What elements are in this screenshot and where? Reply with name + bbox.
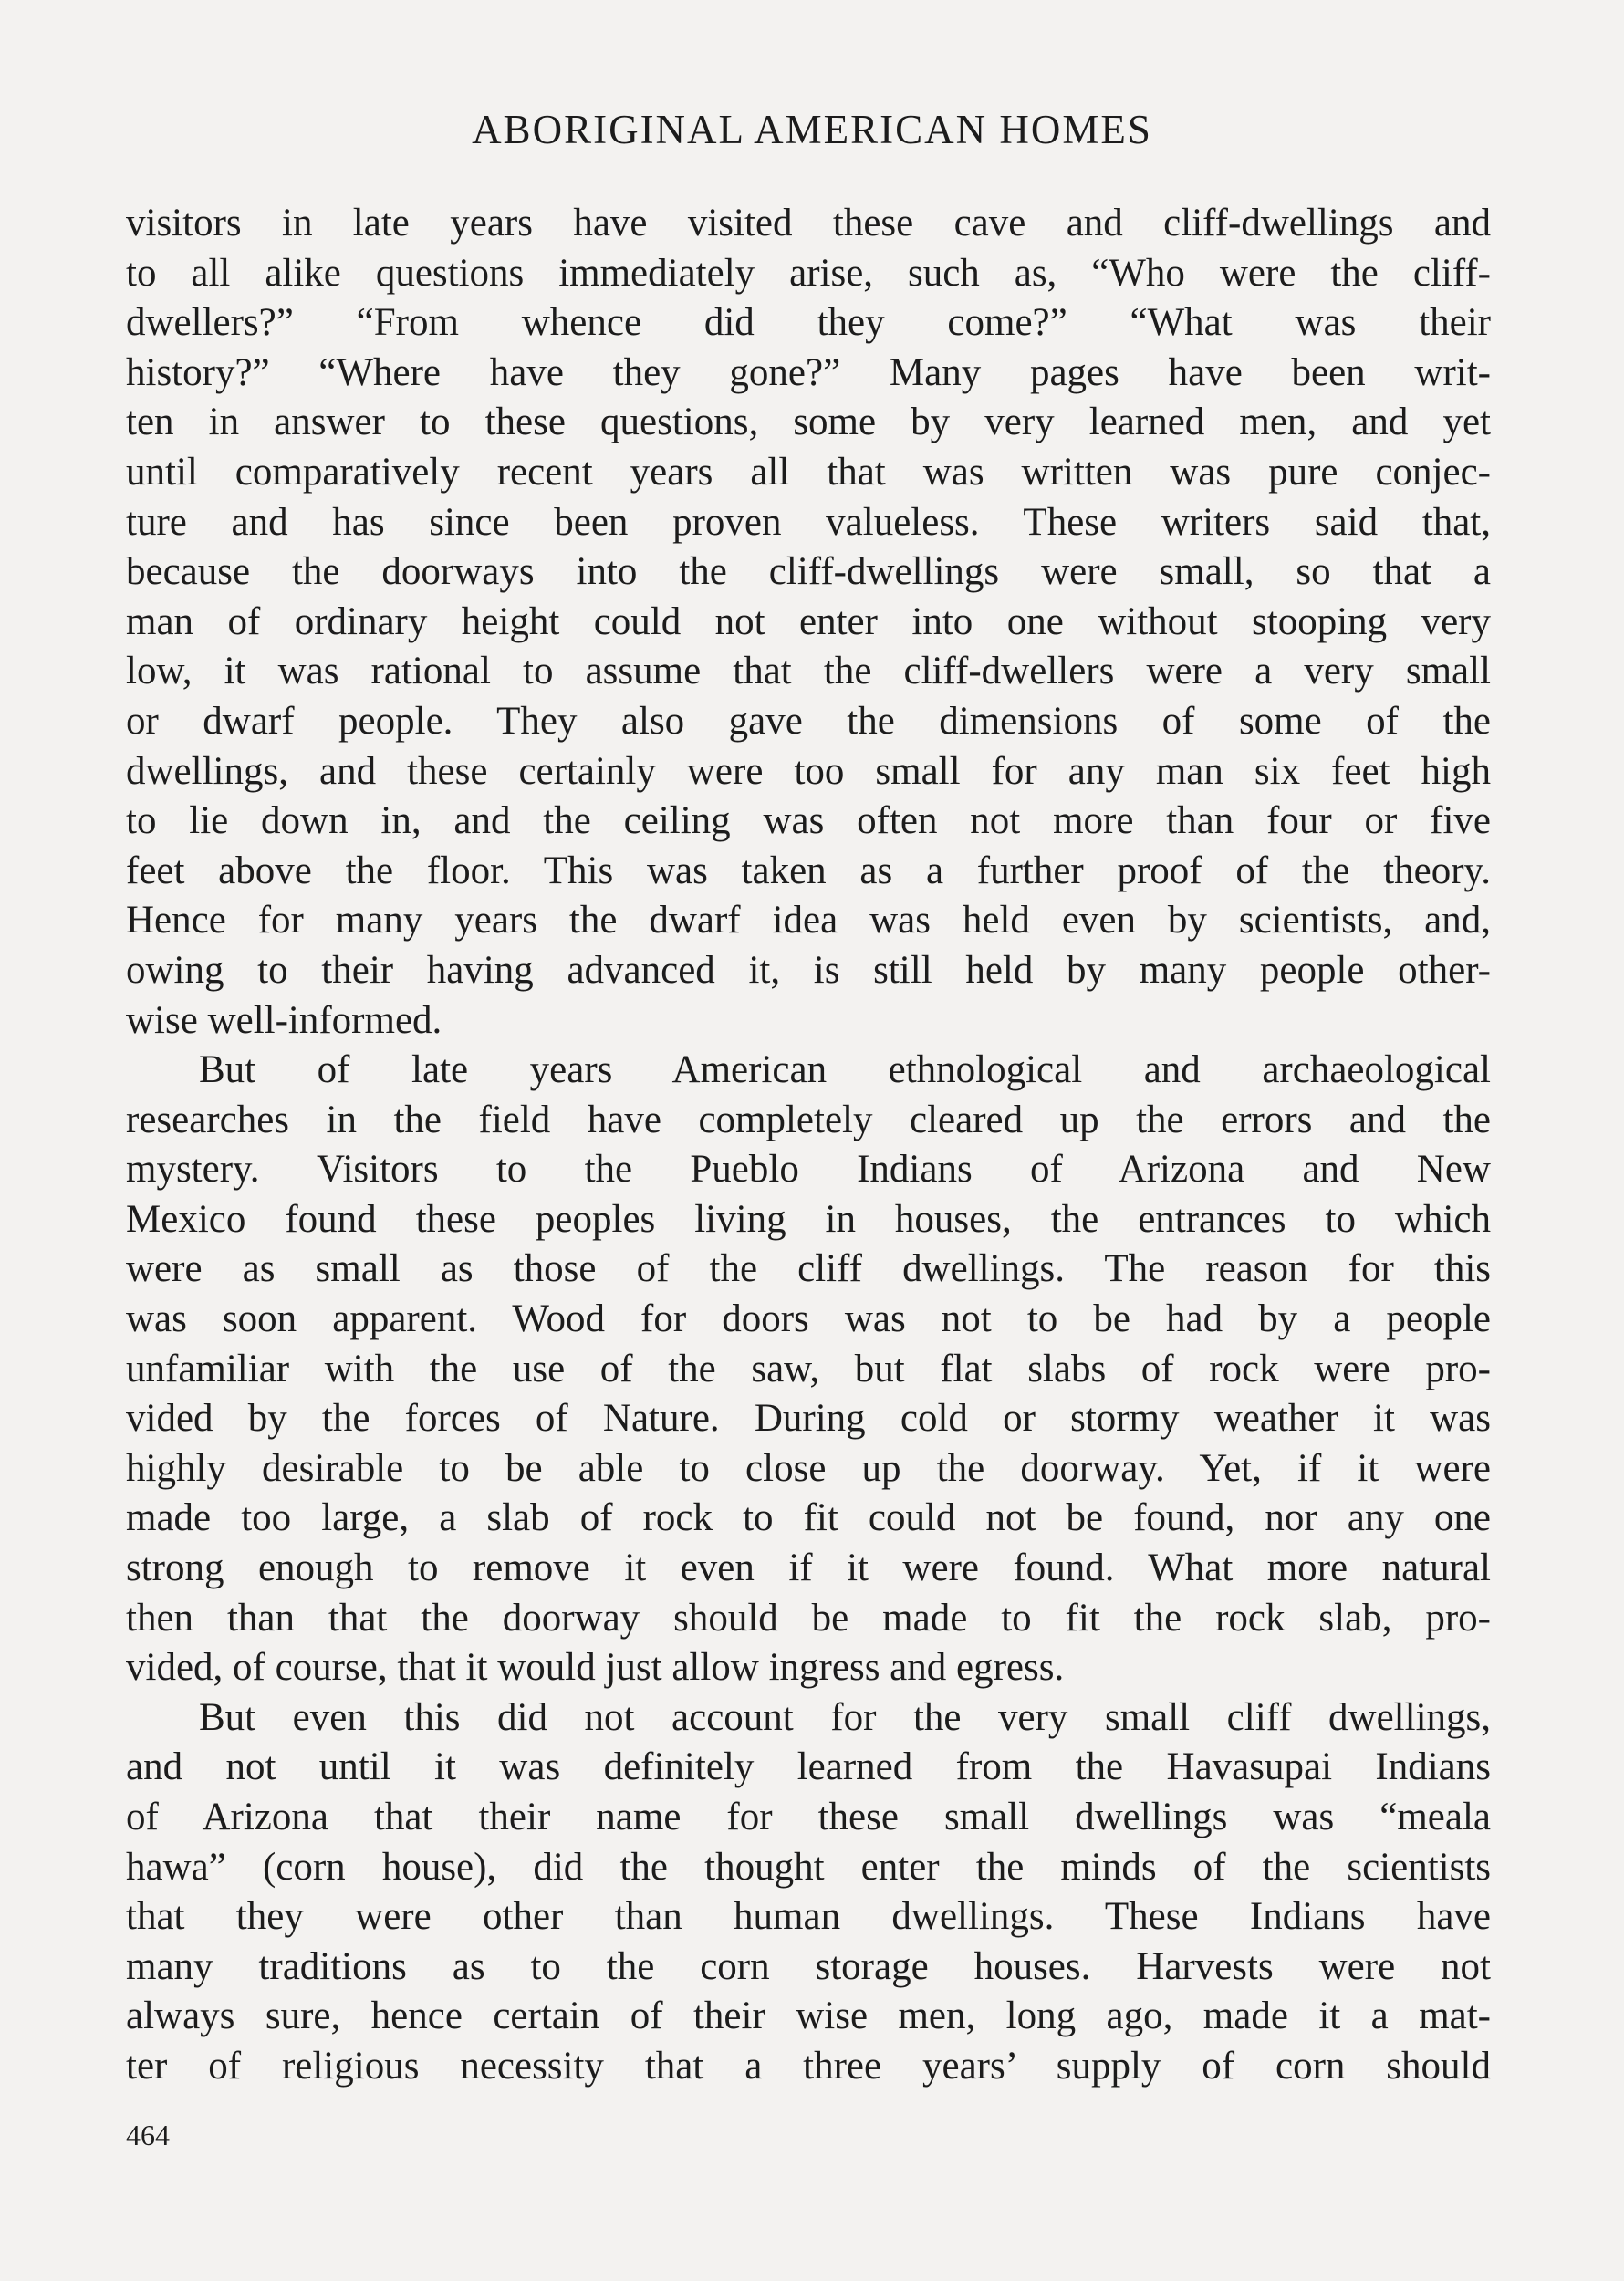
text-line: owing to their having advanced it, is still held by many people other- bbox=[126, 948, 1491, 992]
text-line: man of ordinary height could not enter into one without stooping very bbox=[126, 599, 1491, 643]
text-line: was soon apparent. Wood for doors was not to be had by a people bbox=[126, 1297, 1491, 1341]
text-line: wise well-informed. bbox=[126, 998, 442, 1042]
text-line: hawa” (corn house), did the thought enter the minds of the scientists bbox=[126, 1845, 1491, 1889]
text-line: strong enough to remove it even if it were found. What more natural bbox=[126, 1547, 1491, 1590]
text-line: feet above the floor. This was taken as a further proof of the theory. bbox=[126, 849, 1491, 892]
text-line: then than that the doorway should be made to fit the rock slab, pro- bbox=[126, 1596, 1491, 1640]
running-head: ABORIGINAL AMERICAN HOMES bbox=[472, 107, 1152, 152]
text-line: always sure, hence certain of their wise men, long ago, made it a mat- bbox=[126, 1995, 1491, 2038]
text-line: But even this did not account for the very small cliff dwellings, bbox=[199, 1695, 1491, 1739]
text-line: many traditions as to the corn storage houses. Harvests were not bbox=[126, 1944, 1491, 1988]
text-line: But of late years American ethnological and archaeological bbox=[199, 1048, 1491, 1092]
text-line: mystery. Visitors to the Pueblo Indians of Arizona and New bbox=[126, 1148, 1491, 1192]
text-line: history?” “Where have they gone?” Many pages have been writ- bbox=[126, 350, 1491, 394]
text-line: highly desirable to be able to close up the doorway. Yet, if it were bbox=[126, 1446, 1491, 1490]
body-text bbox=[126, 199, 1491, 2092]
text-line: Mexico found these peoples living in houses, the entrances to which bbox=[126, 1197, 1491, 1241]
text-line: that they were other than human dwellings. These Indians have bbox=[126, 1895, 1491, 1939]
text-line: of Arizona that their name for these small dwellings was “meala bbox=[126, 1796, 1491, 1838]
text-line: dwellers?” “From whence did they come?” “What was their bbox=[126, 301, 1491, 345]
text-line: until comparatively recent years all that was written was pure conjec- bbox=[126, 450, 1491, 494]
text-line: or dwarf people. They also gave the dimensions of some of the bbox=[126, 699, 1491, 743]
text-line: researches in the field have completely cleared up the errors and the bbox=[126, 1098, 1491, 1141]
text-line: and not until it was definitely learned from the Havasupai Indians bbox=[126, 1745, 1491, 1789]
text-line: were as small as those of the cliff dwellings. The reason for this bbox=[126, 1247, 1491, 1291]
page-number: 464 bbox=[126, 2119, 170, 2151]
text-line: low, it was rational to assume that the cliff-dwellers were a very small bbox=[126, 650, 1491, 693]
text-line: visitors in late years have visited these cave and cliff-dwellings and bbox=[126, 202, 1491, 245]
text-line: made too large, a slab of rock to fit could not be found, nor any one bbox=[126, 1496, 1491, 1540]
text-line: to all alike questions immediately arise, such as, “Who were the cliff- bbox=[126, 251, 1491, 295]
text-line: ture and has since been proven valueless. These writers said that, bbox=[126, 500, 1491, 544]
text-line: dwellings, and these certainly were too small for any man six feet high bbox=[126, 749, 1491, 793]
text-line: vided by the forces of Nature. During cold or stormy weather it was bbox=[126, 1397, 1491, 1441]
text-line: Hence for many years the dwarf idea was held even by scientists, and, bbox=[126, 899, 1491, 943]
text-line: ten in answer to these questions, some by very learned men, and yet bbox=[126, 401, 1491, 444]
text-line: to lie down in, and the ceiling was often not more than four or five bbox=[126, 799, 1491, 843]
text-line: ter of religious necessity that a three years’ supply of corn should bbox=[126, 2044, 1491, 2088]
text-line: unfamiliar with the use of the saw, but flat slabs of rock were pro- bbox=[126, 1347, 1491, 1390]
text-line: because the doorways into the cliff-dwellings were small, so that a bbox=[126, 550, 1491, 594]
text-line: vided, of course, that it would just allow ingress and egress. bbox=[126, 1646, 1065, 1690]
